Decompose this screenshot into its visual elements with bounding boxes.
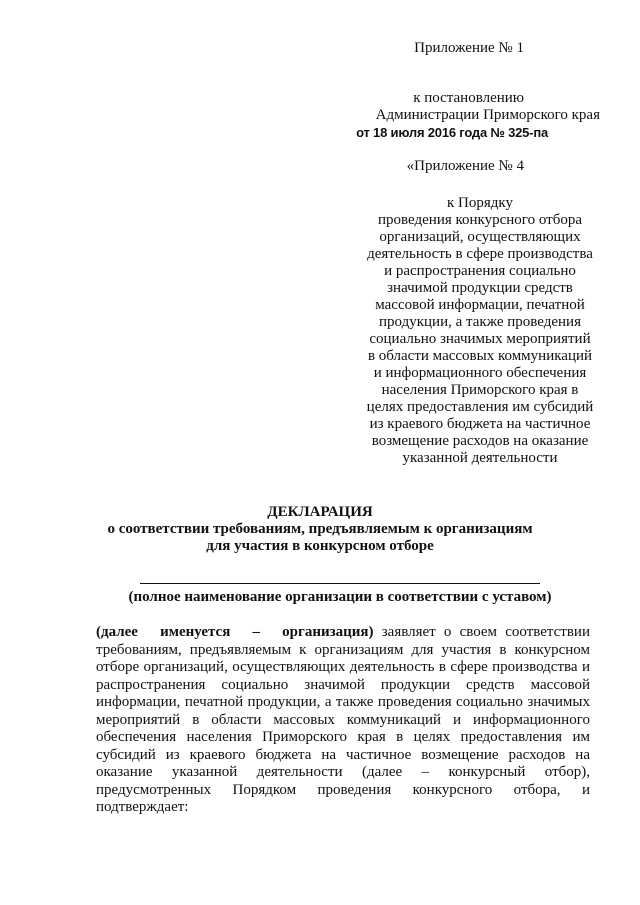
procedure-line: деятельность в сфере производства <box>367 246 593 262</box>
organization-name-hint: (полное наименование организации в соответствии с уставом) <box>128 589 552 605</box>
appendix-resolution: от 18 июля 2016 года № 325-па <box>356 125 548 140</box>
appendix-to: к постановлению <box>413 90 524 106</box>
procedure-line: организаций, осуществляющих <box>379 229 581 245</box>
organization-name-line <box>140 583 540 584</box>
procedure-line: значимой продукции средств <box>387 280 573 296</box>
procedure-line: населения Приморского края в <box>381 382 579 398</box>
inner-appendix-title: «Приложение № 4 <box>406 158 524 174</box>
procedure-line: к Порядку <box>447 195 513 211</box>
appendix-title: Приложение № 1 <box>414 40 524 56</box>
body-text: заявляет о своем соответствии требованиям, предъявляемым к организациям для участия в конкурсном отборе организаций, осуществляющих деятельность в сфере производства и распространения социально значимой продукции средств массовой информации, печатной продукции, а также проведения социально значимых мероприятий в области массовых коммуникаций и информационного обеспечения населения Приморского края в целях предоставления им субсидий из краевого бюджета на частичное возмещение расходов на оказание указанной деятельности (далее – конкурсный отбор), предусмотренных Порядком проведения конкурсного отбора, и подтверждает: <box>96 624 590 815</box>
declaration-subtitle: для участия в конкурсном отборе <box>206 538 434 554</box>
procedure-line: возмещение расходов на оказание <box>371 433 589 449</box>
procedure-line: проведения конкурсного отбора <box>378 212 582 228</box>
procedure-line: массовой информации, печатной <box>375 297 585 313</box>
procedure-line: целях предоставления им субсидий <box>366 399 594 415</box>
procedure-line: из краевого бюджета на частичное <box>369 416 591 432</box>
declaration-subtitle: о соответствии требованиям, предъявляемым к организациям <box>107 521 533 537</box>
procedure-line: указанной деятельности <box>402 450 558 466</box>
procedure-line: и информационного обеспечения <box>373 365 587 381</box>
appendix-administration: Администрации Приморского края <box>375 107 600 123</box>
procedure-line: в области массовых коммуникаций <box>367 348 593 364</box>
procedure-line: социально значимых мероприятий <box>369 331 591 347</box>
procedure-line: и распространения социально <box>384 263 576 279</box>
procedure-line: продукции, а также проведения <box>379 314 581 330</box>
declaration-title: ДЕКЛАРАЦИЯ <box>267 504 373 520</box>
declaration-body <box>96 624 590 817</box>
body-lead: (далее именуется – организация) <box>96 624 374 640</box>
